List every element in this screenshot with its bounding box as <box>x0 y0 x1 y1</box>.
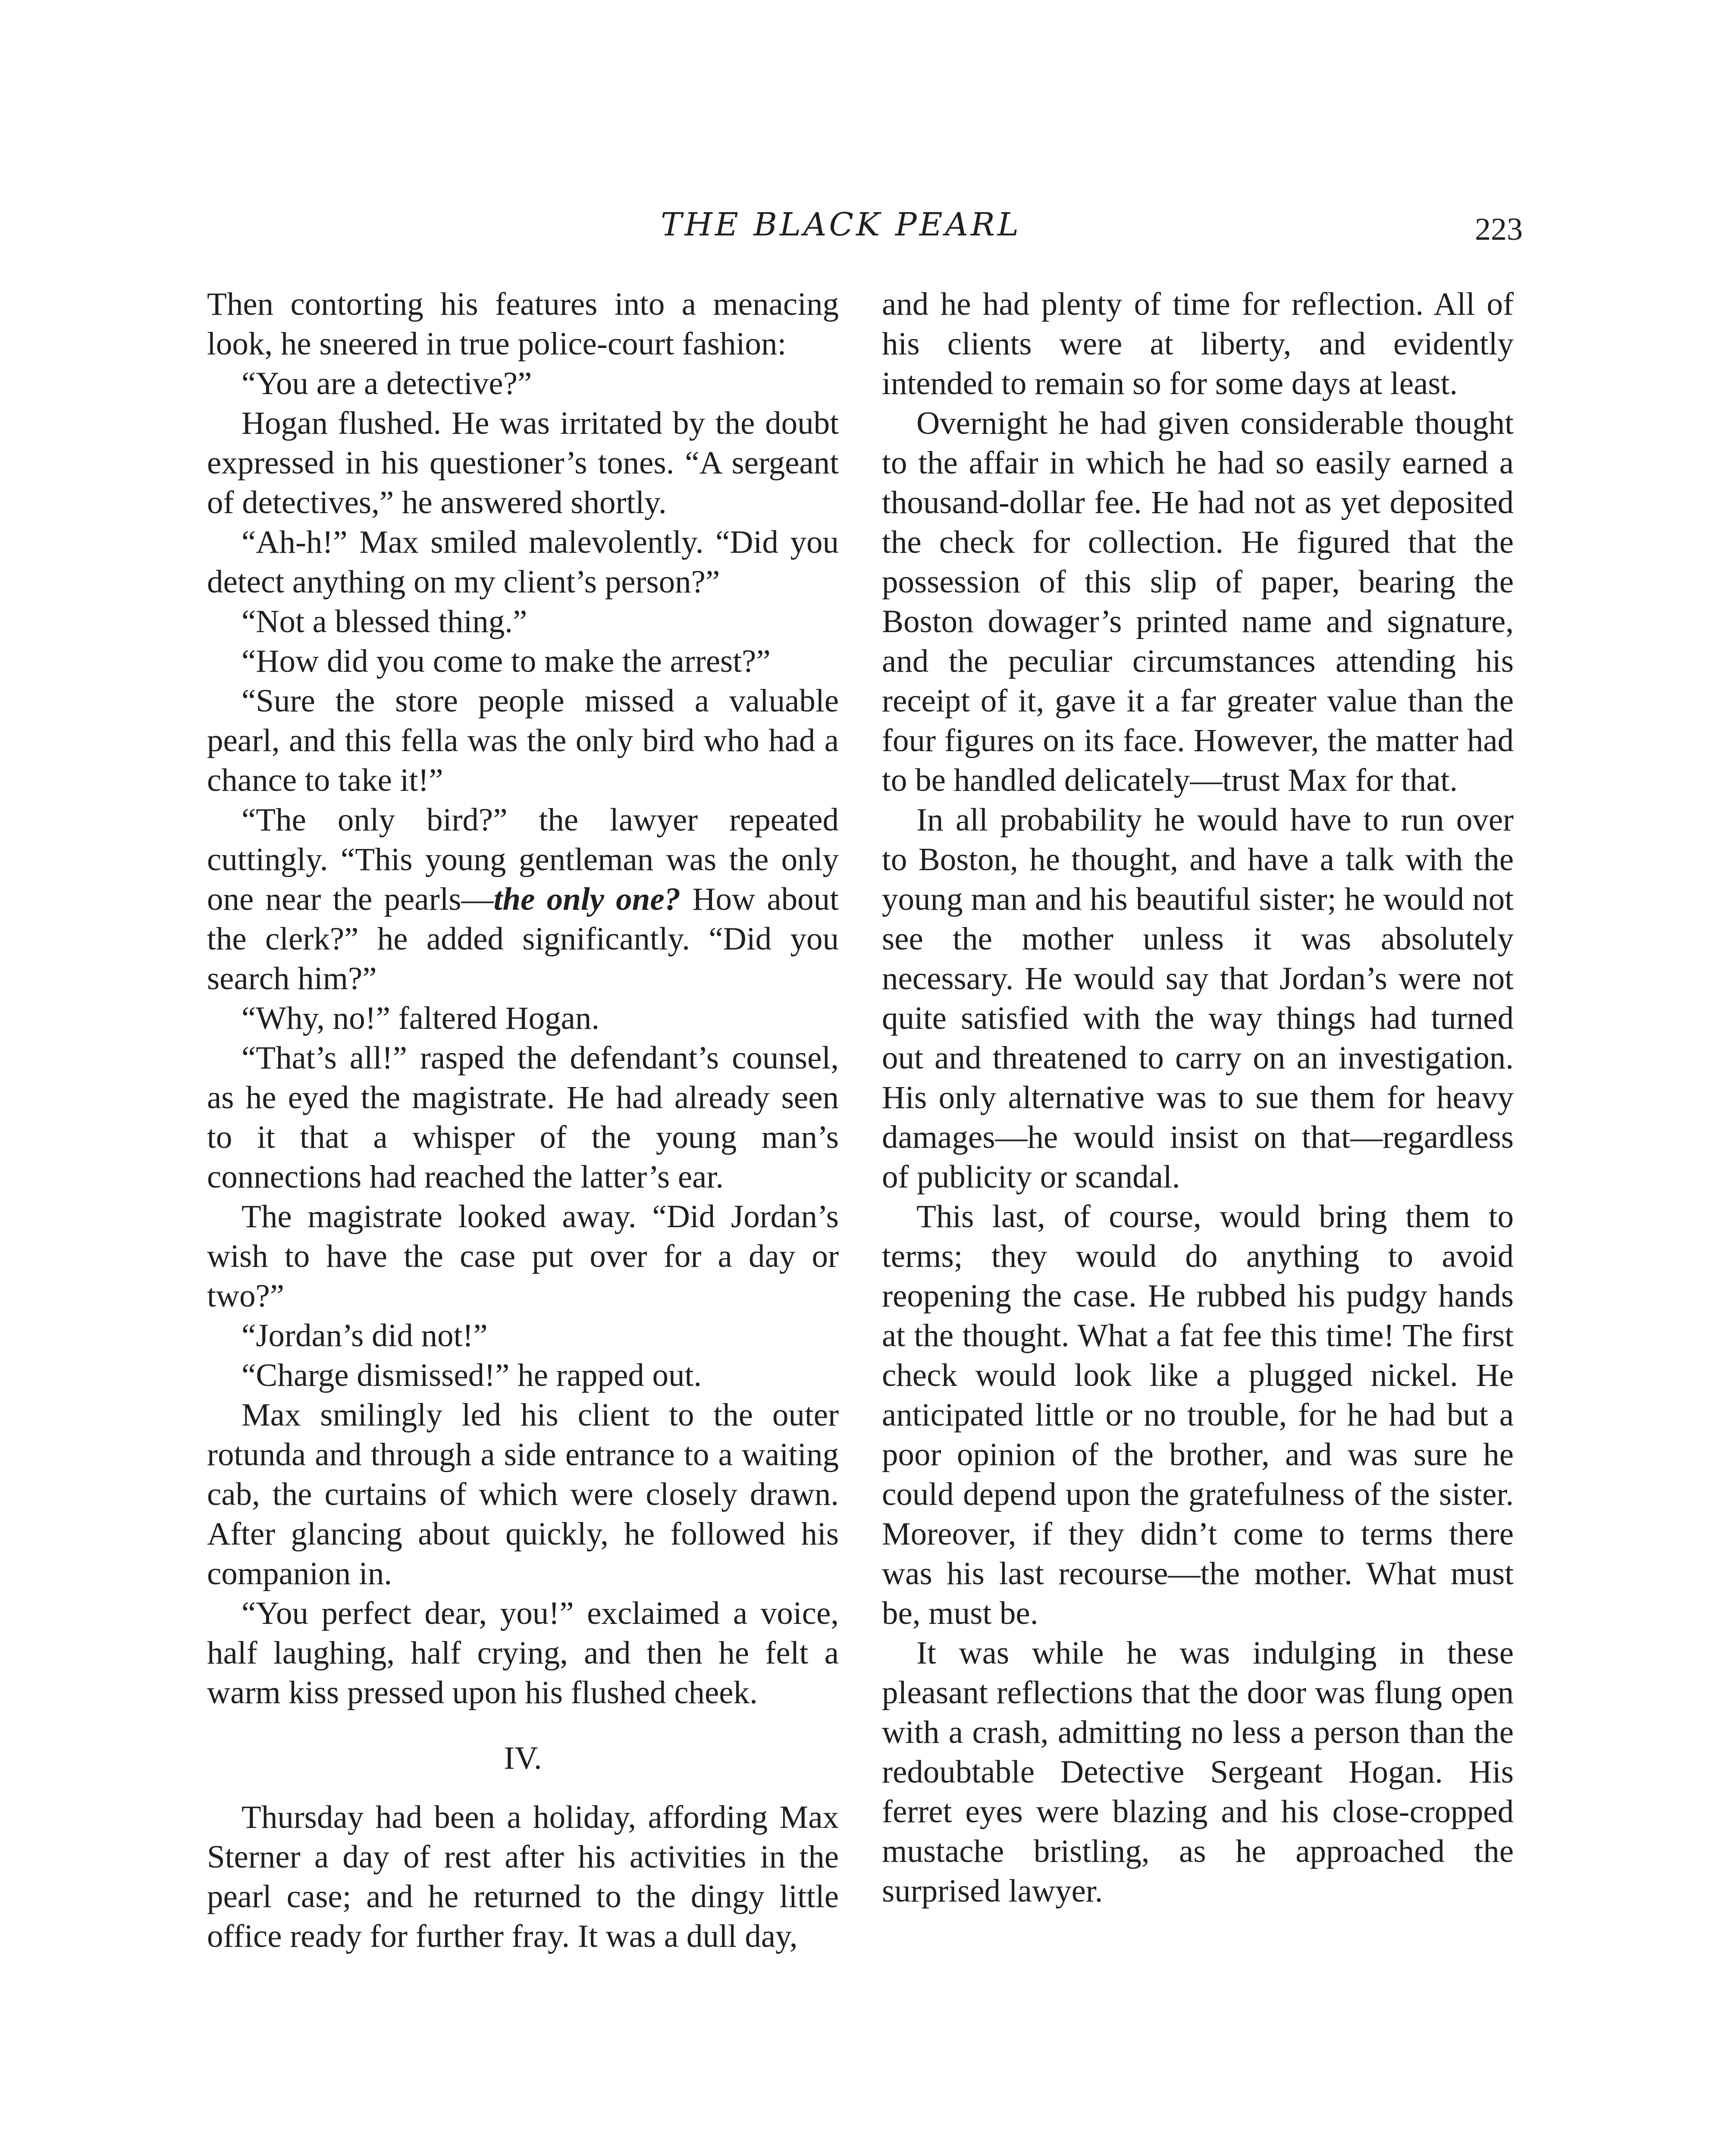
paragraph: “Ah-h!” Max smiled malevolently. “Did you detect anything on my client’s person?” <box>207 524 839 600</box>
paragraph: In all probability he would have to run over to Boston, he thought, and have a talk with the young man and his beautiful sister; he would not see the mother unless it was absolutely necessary. He would say that Jordan’s were not quite satisfied with the way things had turned out and threatened to carry on an investigation. His only alternative was to sue them for heavy damages—he would insist on that—regardless of publicity or scandal. <box>882 802 1514 1195</box>
paragraph: It was while he was indulging in these pleasant reflections that the door was flung open with a crash, admitting no less a person than the redoubtable Detective Sergeant Hogan. His ferret eyes were blazing and his close-cropped mustache bristling, as he approached the surprised lawyer. <box>882 1635 1514 1909</box>
running-title: THE BLACK PEARL <box>661 206 1021 243</box>
paragraph-text: How about the clerk?” he added significantly. “Did you search him?” <box>207 881 839 997</box>
paragraph: “You perfect dear, you!” exclaimed a voice, half laughing, half crying, and then he felt a warm kiss pressed upon his flushed cheek. <box>207 1595 839 1711</box>
paragraph: The magistrate looked away. “Did Jordan’s wish to have the case put over for a day or two?” <box>207 1199 839 1314</box>
paragraph: “Charge dismissed!” he rapped out. <box>242 1357 702 1393</box>
paragraph: This last, of course, would bring them to terms; they would do anything to avoid reopening the case. He rubbed his pudgy hands at the thought. What a fat fee this time! The first check would look like a plugged nickel. He anticipated little or no trouble, for he had but a poor opinion of the brother, and was sure he could depend upon the gratefulness of the sister. Moreover, if they didn’t come to terms there was his last recourse—the mother. What must be, must be. <box>882 1199 1514 1631</box>
paragraph: “How did you come to make the arrest?” <box>242 643 771 679</box>
paragraph: “Not a blessed thing.” <box>242 604 527 639</box>
paragraph: Max smilingly led his client to the outer rotunda and through a side entrance to a waiting cab, the curtains of which were closely drawn. After glancing about quickly, he followed his companion in. <box>207 1397 839 1592</box>
left-column <box>207 285 839 1956</box>
paragraph: Thursday had been a holiday, affording Max Sterner a day of rest after his activities in the pearl case; and he returned to the dingy little office ready for further fray. It was a dull day, <box>207 1799 839 1954</box>
paragraph: and he had plenty of time for reflection. All of his clients were at liberty, and evidently intended to remain so for some days at least. <box>882 286 1514 401</box>
paragraph: “That’s all!” rasped the defendant’s counsel, as he eyed the magistrate. He had already seen to it that a whisper of the young man’s connections had reached the latter’s ear. <box>207 1040 839 1195</box>
right-column <box>882 285 1514 1911</box>
paragraph: Hogan flushed. He was irritated by the doubt expressed in his questioner’s tones. “A sergeant of detectives,” he answered shortly. <box>207 405 839 520</box>
paragraph: Then contorting his features into a menacing look, he sneered in true police-court fashion: <box>207 286 839 362</box>
section-heading: IV. <box>504 1740 542 1776</box>
page-number: 223 <box>1475 212 1523 247</box>
paragraph: “Sure the store people missed a valuable pearl, and this fella was the only bird who had a chance to take it!” <box>207 683 839 798</box>
paragraph: Overnight he had given considerable thought to the affair in which he had so easily earned a thousand-dollar fee. He had not as yet deposited the check for collection. He figured that the possession of this slip of paper, bearing the Boston dowager’s printed name and signature, and the peculiar circumstances attending his receipt of it, gave it a far greater value than the four figures on its face. However, the matter had to be handled delicately—trust Max for that. <box>882 405 1514 798</box>
emphasis-text: the only one? <box>493 881 681 917</box>
paragraph: “Jordan’s did not!” <box>242 1318 488 1354</box>
paragraph: “Why, no!” faltered Hogan. <box>242 1000 600 1036</box>
paragraph: “You are a detective?” <box>242 366 532 401</box>
paragraph <box>207 800 839 999</box>
paragraph-text: “The only bird?” the lawyer repeated cuttingly. “This young gentleman was the only one near the pearls— <box>207 802 839 917</box>
